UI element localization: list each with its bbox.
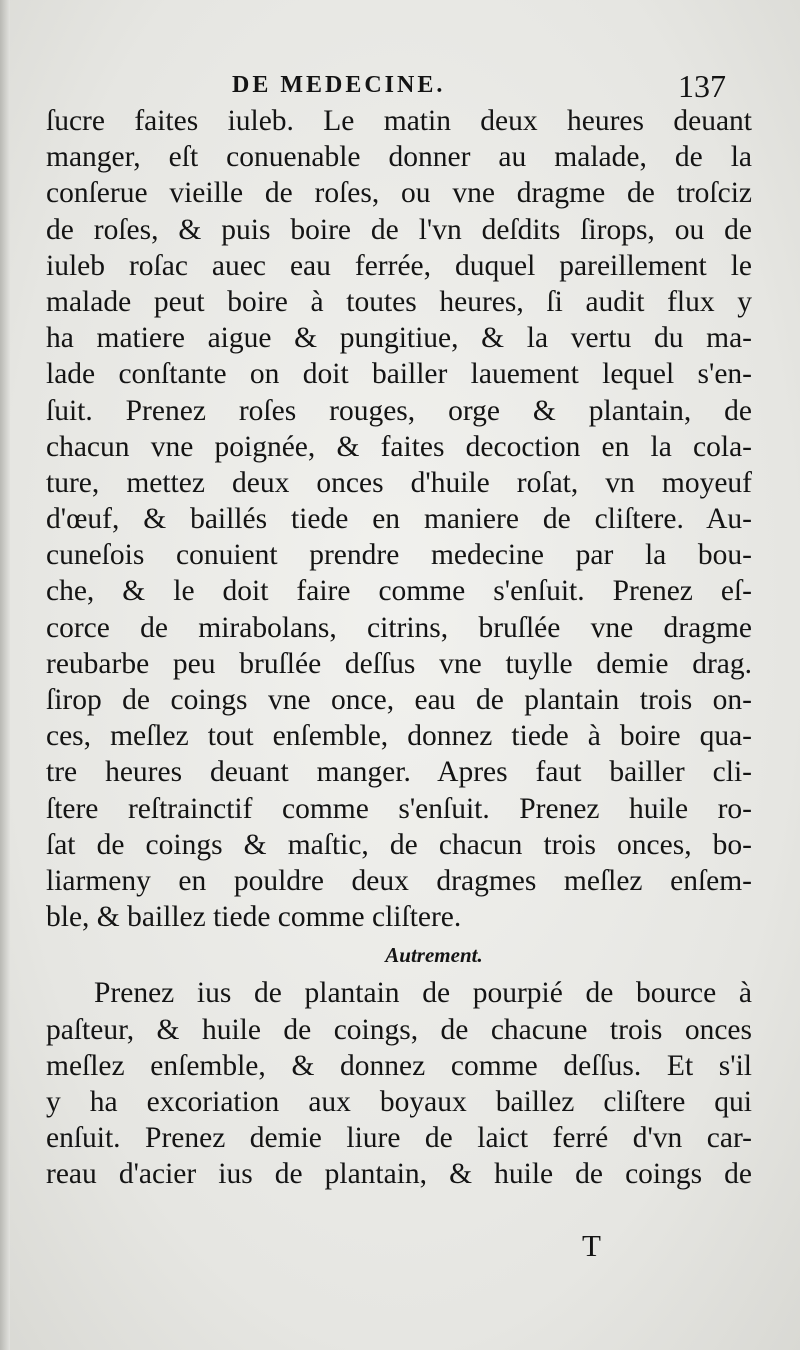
text-line: Prenez ius de plantain de pourpié de bource à	[94, 977, 752, 1010]
text-line: manger, eſt conuenable donner au malade, de la	[46, 141, 752, 174]
text-line: ble, & baillez tiede comme cliſtere.	[46, 901, 462, 934]
text-line: paſteur, & huile de coings, de chacune trois onces	[46, 1013, 752, 1046]
page-gutter	[0, 0, 10, 1350]
text-line: lade conſtante on doit bailler lauement lequel s'en-	[46, 358, 752, 391]
page-header	[0, 68, 800, 108]
text-line: che, & le doit faire comme s'enſuit. Prenez eſ-	[46, 575, 752, 608]
text-line: d'œuf, & baillés tiede en maniere de cliſtere. Au-	[46, 503, 752, 536]
text-line: ſirop de coings vne once, eau de plantain trois on-	[46, 684, 752, 716]
text-line: cuneſois conuient prendre medecine par la bou-	[46, 539, 752, 572]
section-heading: Autrement.	[385, 943, 483, 968]
text-line: reau d'acier ius de plantain, & huile de coings de	[46, 1158, 752, 1191]
text-line: ſat de coings & maſtic, de chacun trois onces, bo-	[46, 828, 752, 861]
text-line: de roſes, & puis boire de l'vn deſdits ſirops, ou de	[46, 213, 752, 246]
text-line: ſuit. Prenez roſes rouges, orge & plantain, de	[46, 394, 752, 427]
text-line: ſucre faites iuleb. Le matin deux heures deuant	[46, 105, 752, 137]
text-line: ſtere reſtrainctif comme s'enſuit. Prenez huile ro-	[46, 792, 752, 825]
text-line: liarmeny en pouldre deux dragmes meſlez enſem-	[46, 864, 752, 897]
text-line: iuleb roſac auec eau ferrée, duquel pareillement le	[46, 249, 752, 282]
text-line: reubarbe peu bruſlée deſſus vne tuylle demie drag.	[46, 647, 752, 680]
text-line: conſerue vieille de roſes, ou vne dragme de troſciz	[46, 177, 752, 210]
text-line: corce de mirabolans, citrins, bruſlée vne dragme	[46, 611, 752, 644]
text-line: tre heures deuant manger. Apres faut bailler cli-	[46, 756, 752, 789]
body-text	[46, 103, 752, 1192]
signature-mark: T	[582, 1228, 601, 1263]
text-line: chacun vne poignée, & faites decoction en la cola-	[46, 430, 752, 463]
text-line: ha matiere aigue & pungitiue, & la vertu du ma-	[46, 322, 752, 355]
text-line: enſuit. Prenez demie liure de laict ferré d'vn car-	[46, 1122, 752, 1155]
text-line: y ha excoriation aux boyaux baillez cliſtere qui	[46, 1085, 752, 1118]
text-line: meſlez enſemble, & donnez comme deſſus. Et s'il	[46, 1049, 752, 1082]
running-title: DE MEDECINE.	[232, 72, 446, 98]
text-line: malade peut boire à toutes heures, ſi audit flux y	[46, 285, 752, 318]
text-line: ces, meſlez tout enſemble, donnez tiede à boire qua-	[46, 720, 752, 753]
page-number: 137	[678, 68, 726, 104]
text-line: ture, mettez deux onces d'huile roſat, vn moyeuf	[46, 466, 752, 499]
